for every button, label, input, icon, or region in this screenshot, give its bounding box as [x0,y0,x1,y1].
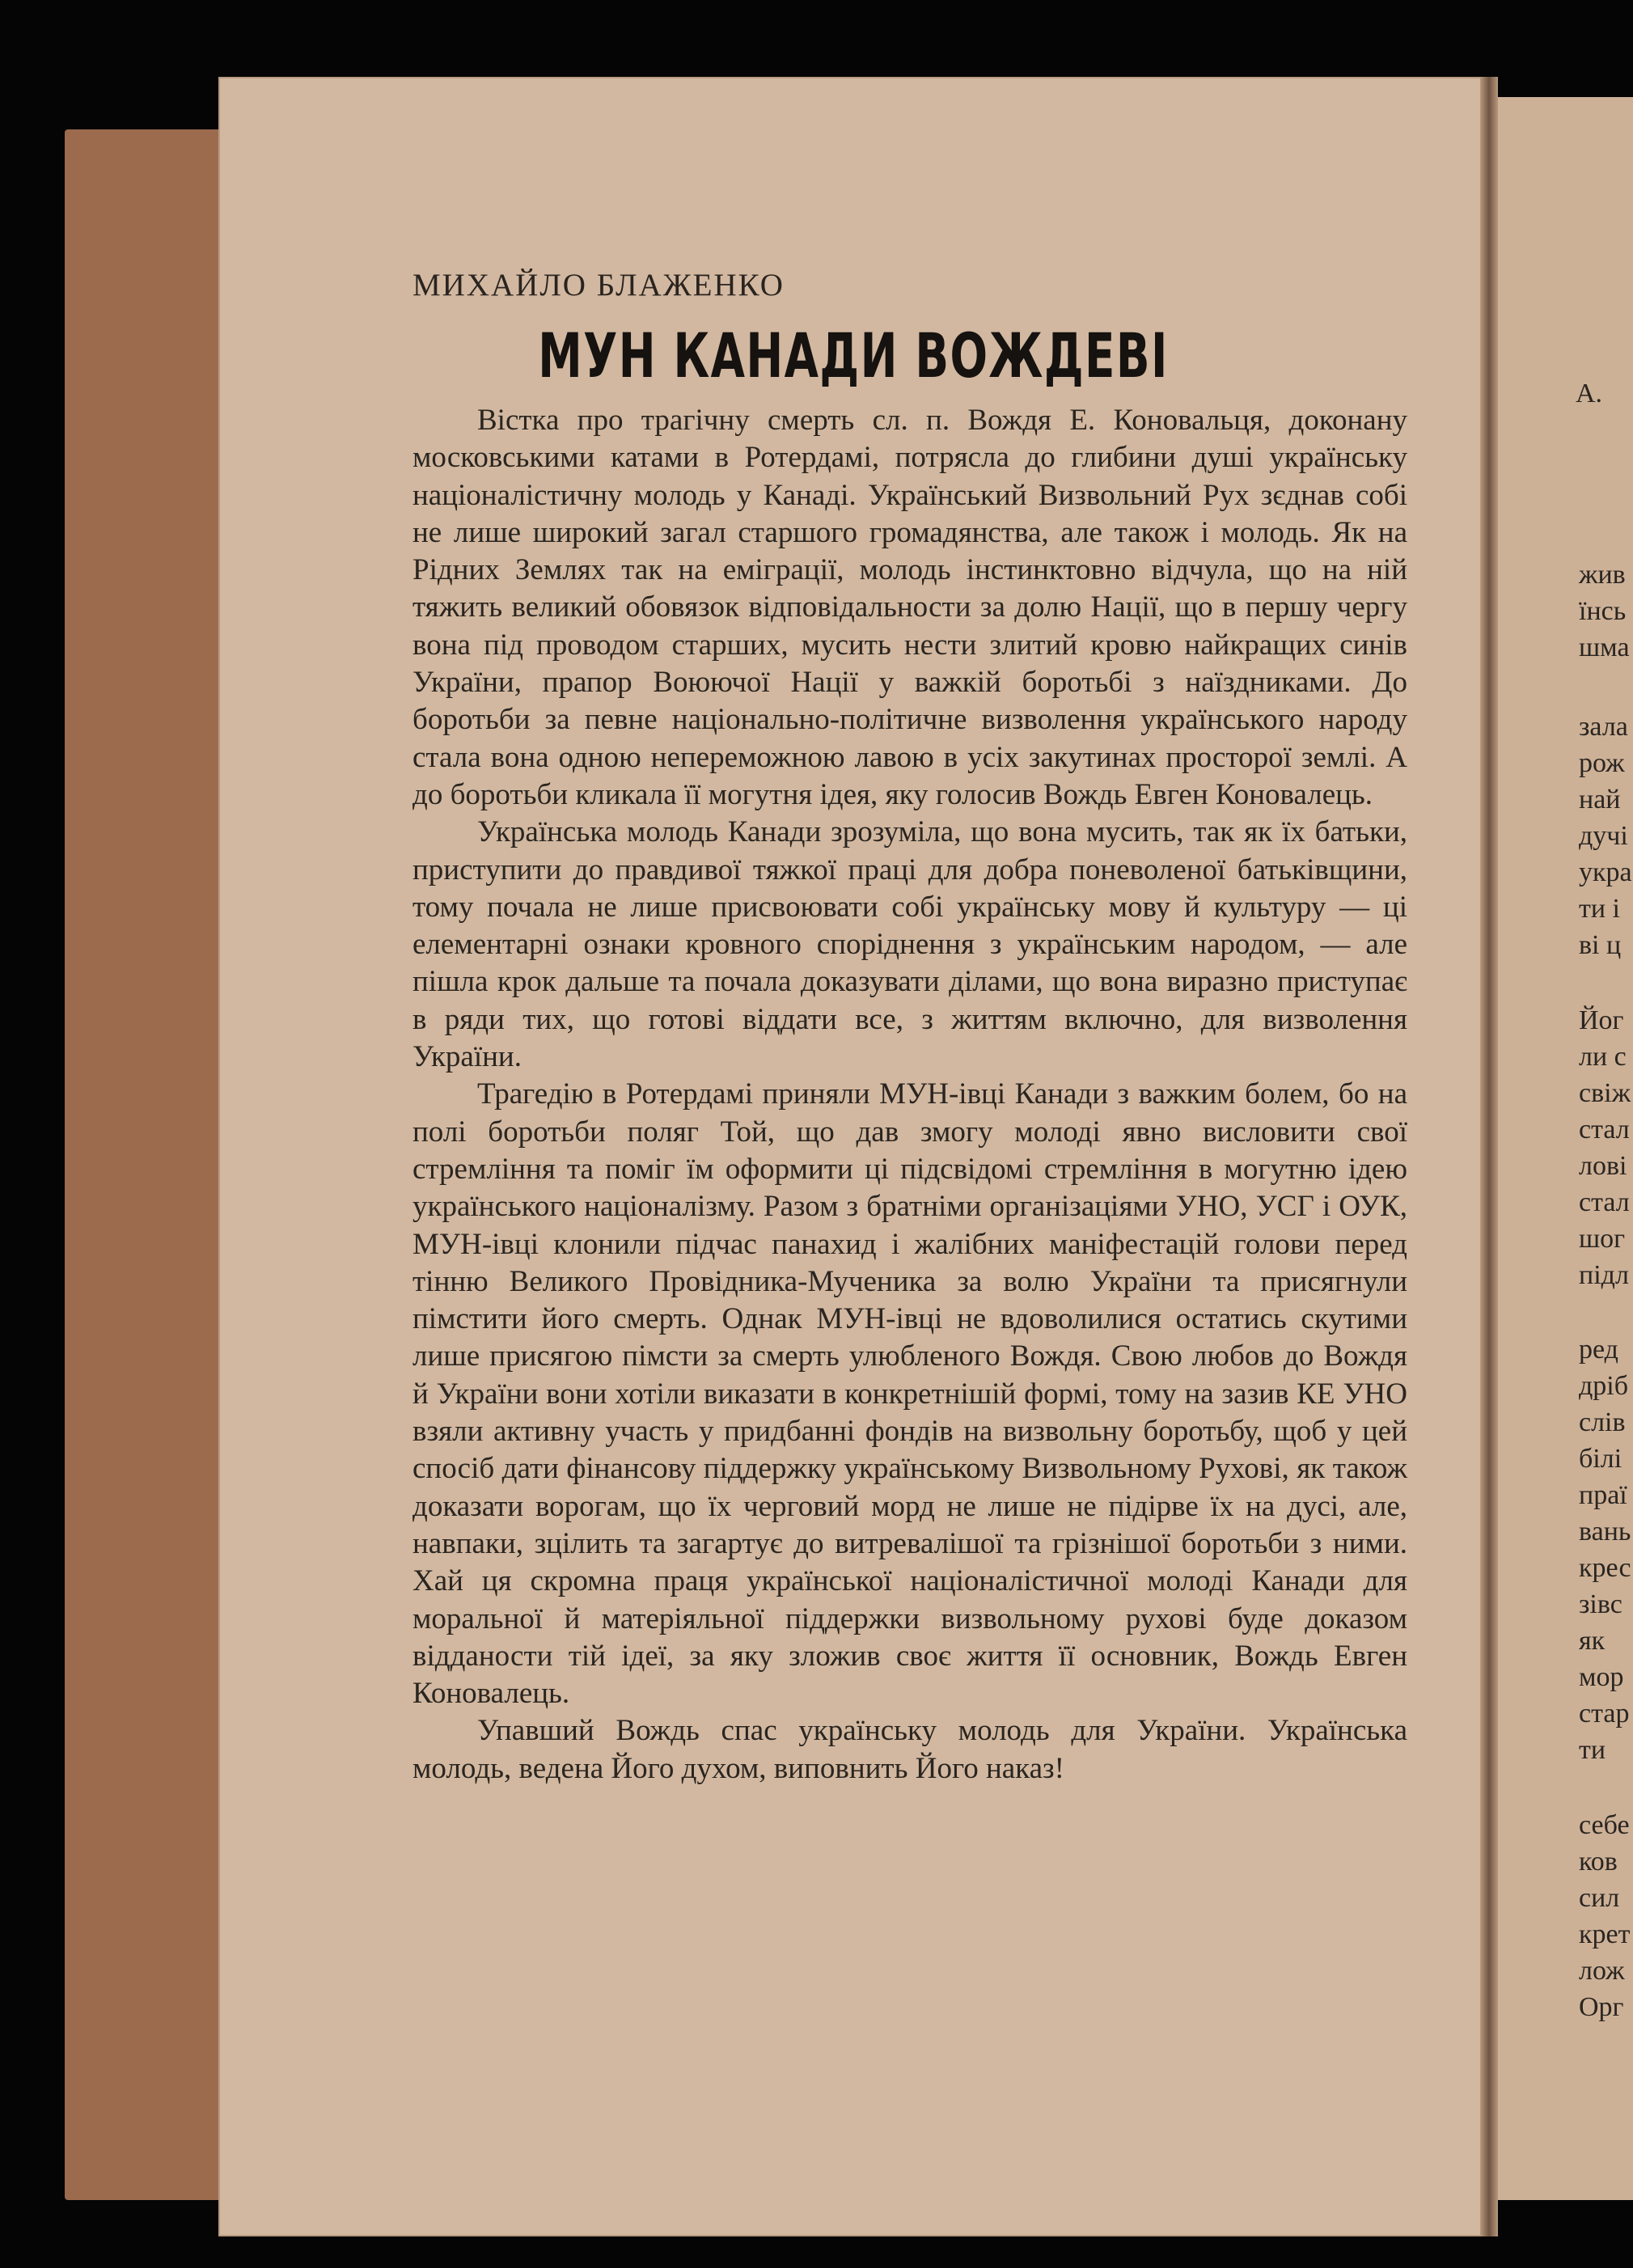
next-page-line: лож [1579,1956,1625,1986]
next-page-line: стар [1579,1699,1630,1729]
next-page-line: Орг [1579,1992,1624,2022]
next-page-line: білі [1579,1444,1622,1474]
next-page-line: ві ц [1579,930,1622,960]
next-page-line: шма [1579,633,1630,662]
next-page-line: лові [1579,1151,1627,1181]
next-page-line: як [1579,1626,1606,1656]
paragraph-3: Трагедію в Ротердамі приняли МУН-івці Канади з важким болем, бо на полі боротьби поляг Той, що дав змогу молоді явно висловити свої стремління та поміг їм оформити ці підсвідомі стремління в могутню ідею українського націоналізму. Разом з братніми організаціями УНО, УСГ і ОУК, МУН-івці клонили підчас панахид і жалібних маніфестацій голови перед тінню Великого Провідника-Мученика за волю України та присягнули пімстити його смерть. Однак МУН-івці не вдоволилися остатись скутими лише присягою пімсти за смерть улюбленого Вождя. Свою любов до Вождя й України вони хотіли виказати в конкретнішій формі, тому на зазив КЕ УНО взяли активну участь у придбанні фондів на визвольну боротьбу, щоб у цей спосіб дати фінансову піддержку українському Визвольному Рухові, як також доказати ворогам, що їх черговий морд не лише не підірве їх на дусі, але, навпаки, зцілить та загартує до витревалішої та грізнішої боротьби з ними. Хай ця скромна праця української націоналістичної молоді Канади для моральної й матеріяльної піддержки визвольному рухові буде доказом відданости тій ідеї, за яку зложив своє життя її основник, Вождь Евген Коновалець. [412,1077,1407,1711]
next-page-line: їнсь [1579,596,1627,626]
next-page-line: най [1579,785,1621,815]
next-page-line: ред [1579,1335,1618,1365]
article-title: МУН КАНАДИ ВОЖДЕВІ [538,319,1169,391]
next-page-line: стал [1579,1187,1630,1217]
paragraph-1: Вістка про трагічну смерть сл. п. Вождя Е. Коновальця, доконану московськими катами в Ротердамі, потрясла до глибини душі українську націоналістичну молодь у Канаді. Український Визвольний Рух зєднав собі не лише широкий загал старшого громадянства, але також і молодь. Як на Рідних Землях так на еміграції, молодь інстинктовно відчула, що на ній тяжить великий обовязок відповідальности за долю Нації, що в першу чергу вона під проводом старших, мусить нести злитий кровю найкращих синів України, прапор Воюючої Нації у важкій боротьбі з наїздниками. До боротьби за певне національно-політичне визволення українського народу стала вона одною непереможною лавою в усіх закутинах просторої землі. А до боротьби кликала її могутня ідея, яку голосив Вождь Евген Коновалець. [412,404,1407,811]
next-page-line: вань [1579,1517,1631,1547]
next-page-line: крес [1579,1553,1631,1583]
next-page-line: себе [1579,1810,1630,1840]
paragraph-2: Українська молодь Канади зрозуміла, що вона мусить, так як їх батьки, приступити до правдивої тяжкої праці для добра поневоленої батьківщини, тому почала не лише присвоювати собі українську мову й культуру — ці елементарні ознаки кровного споріднення з українським народом, — але пішла крок дальше та почала доказувати ділами, що вона виразно приступає в ряди тих, що готові віддати все, з життям включно, для визволення України. [412,815,1407,1074]
next-page-line: рож [1579,748,1625,778]
next-page-line: ти і [1579,894,1620,924]
next-page-line: мор [1579,1662,1624,1692]
next-page-line: зівс [1579,1589,1622,1619]
next-page-line: підл [1579,1260,1629,1290]
next-page-line: ли с [1579,1042,1627,1072]
next-page-line: ти [1579,1735,1606,1765]
next-page-line: шог [1579,1224,1626,1254]
next-page-line: стал [1579,1115,1630,1145]
article-body [412,402,1407,1788]
article-author: МИХАЙЛО БЛАЖЕНКО [412,268,785,303]
book-gutter [1480,77,1498,2236]
next-page-line: свіж [1579,1078,1631,1108]
next-page-line: жив [1579,560,1626,590]
next-page-line: ков [1579,1847,1618,1877]
next-page-line: праї [1579,1480,1627,1510]
next-page-line: сил [1579,1883,1620,1913]
next-page-line: дріб [1579,1371,1629,1401]
next-page-line: дучі [1579,821,1628,851]
next-page-line: укра [1579,857,1632,887]
next-page-line: крет [1579,1919,1631,1949]
next-page-line: Йог [1579,1005,1624,1035]
next-page-line: слів [1579,1407,1626,1437]
next-page-line: А. [1576,379,1603,408]
paragraph-4: Упавший Вождь спас українську молодь для України. Українська молодь, ведена Його духом, виповнить Його наказ! [412,1714,1407,1785]
next-page-line: зала [1579,712,1628,742]
